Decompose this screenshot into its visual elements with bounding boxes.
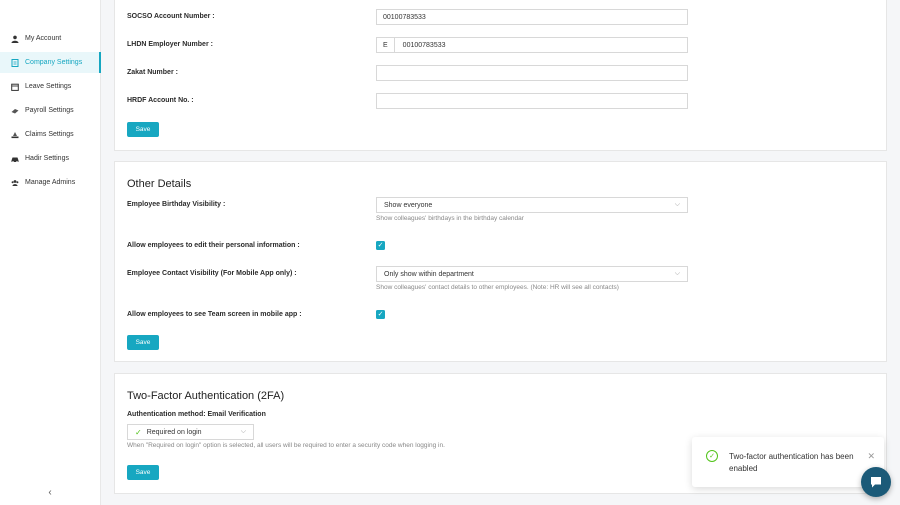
sidebar-item-label: Claims Settings: [25, 131, 74, 138]
socso-input[interactable]: [376, 9, 688, 25]
money-icon: [11, 107, 19, 115]
collapse-sidebar-button[interactable]: ‹: [48, 486, 52, 498]
toast-message: Two-factor authentication has been enabled: [729, 452, 854, 473]
sidebar-item-label: Company Settings: [25, 59, 83, 66]
socso-label: SOCSO Account Number :: [127, 13, 215, 20]
zakat-input[interactable]: [376, 65, 688, 81]
save-other-details-button[interactable]: Save: [127, 335, 159, 350]
save-twofa-button[interactable]: Save: [127, 465, 159, 480]
socso-value: 00100783533: [383, 13, 426, 21]
twofa-method-value: Required on login: [146, 428, 202, 436]
chevron-down-icon: ⌵: [674, 270, 680, 277]
twofa-title: Two-Factor Authentication (2FA): [127, 390, 285, 402]
hrdf-label: HRDF Account No. :: [127, 97, 194, 104]
sidebar-item-leave-settings[interactable]: [0, 76, 101, 97]
birthday-visibility-help: Show colleagues' birthdays in the birthday calendar: [376, 215, 524, 222]
contact-visibility-label: Employee Contact Visibility (For Mobile App only) :: [127, 270, 297, 277]
chevron-down-icon: ⌵: [674, 201, 680, 208]
sidebar-item-company-settings[interactable]: [0, 52, 101, 73]
sidebar-item-label: My Account: [25, 35, 62, 42]
check-icon: ✓: [135, 427, 142, 437]
save-statutory-button[interactable]: Save: [127, 122, 159, 137]
sidebar-item-hadir-settings[interactable]: [0, 148, 101, 169]
birthday-visibility-label: Employee Birthday Visibility :: [127, 201, 226, 208]
birthday-visibility-select[interactable]: [376, 197, 688, 213]
sidebar-item-manage-admins[interactable]: [0, 172, 101, 193]
document-icon: [11, 59, 19, 67]
sidebar-item-label: Manage Admins: [25, 179, 76, 186]
car-icon: [11, 155, 19, 163]
sidebar-item-label: Payroll Settings: [25, 107, 74, 114]
contact-visibility-value: Only show within department: [384, 270, 474, 278]
lhdn-value: 00100783533: [402, 41, 446, 49]
sidebar: [0, 0, 101, 505]
sidebar-item-payroll-settings[interactable]: [0, 100, 101, 121]
sidebar-item-claims-settings[interactable]: [0, 124, 101, 145]
contact-visibility-select[interactable]: [376, 266, 688, 282]
twofa-help: When "Required on login" option is selected, all users will be required to enter a security code when logging in.: [127, 442, 445, 449]
user-icon: [11, 35, 19, 43]
sidebar-item-label: Hadir Settings: [25, 155, 69, 162]
edit-personal-info-checkbox[interactable]: ✓: [377, 242, 384, 249]
lhdn-label: LHDN Employer Number :: [127, 41, 213, 48]
chat-bubble-icon: [869, 475, 883, 489]
hrdf-input[interactable]: [376, 93, 688, 109]
chat-button[interactable]: [861, 467, 891, 497]
team-screen-label: Allow employees to see Team screen in mobile app :: [127, 311, 302, 318]
contact-visibility-help: Show colleagues' contact details to other employees. (Note: HR will see all contacts): [376, 284, 619, 291]
calendar-icon: [11, 83, 19, 91]
team-screen-checkbox[interactable]: ✓: [377, 311, 384, 318]
lhdn-input[interactable]: [376, 37, 688, 53]
claims-icon: [11, 131, 19, 139]
twofa-method-label: Authentication method: Email Verification: [127, 411, 266, 418]
success-toast: [692, 437, 884, 487]
sidebar-item-label: Leave Settings: [25, 83, 72, 90]
zakat-label: Zakat Number :: [127, 69, 178, 76]
check-circle-icon: ✓: [706, 450, 718, 462]
lhdn-prefix: E: [383, 38, 395, 52]
other-details-title: Other Details: [127, 178, 192, 190]
edit-personal-info-label: Allow employees to edit their personal information :: [127, 242, 300, 249]
chevron-down-icon: ⌵: [240, 428, 246, 435]
birthday-visibility-value: Show everyone: [384, 201, 433, 209]
twofa-method-select[interactable]: [127, 424, 254, 440]
close-icon[interactable]: ✕: [867, 451, 875, 461]
sidebar-item-my-account[interactable]: [0, 28, 101, 49]
group-icon: [11, 179, 19, 187]
statutory-card: [114, 0, 887, 151]
other-details-card: [114, 161, 887, 362]
